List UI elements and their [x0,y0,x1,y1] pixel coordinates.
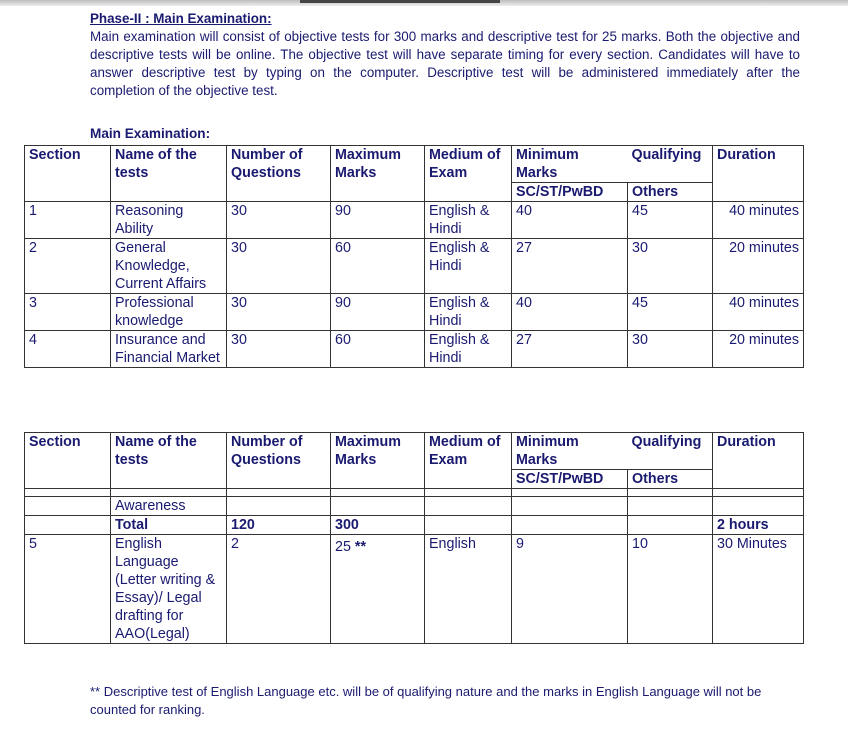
cell-duration: 40 minutes [713,202,804,239]
table-header-row [25,433,804,470]
header-questions: Number of Questions [227,146,331,202]
cell-others: 30 [628,331,713,368]
cell-sc: 40 [512,294,628,331]
cell-others: 10 [628,535,713,644]
header-questions: Number of Questions [227,433,331,489]
cell-questions: 2 [227,535,331,644]
header-medium: Medium of Exam [425,146,512,202]
header-max-marks: Maximum Marks [331,146,425,202]
cell-sc: 27 [512,331,628,368]
total-row [25,516,804,535]
cell-name: Professional knowledge [111,294,227,331]
header-medium: Medium of Exam [425,433,512,489]
table-row [25,535,804,644]
total-duration: 2 hours [713,516,804,535]
header-sc: SC/ST/PwBD [512,470,628,489]
table-row [25,331,804,368]
header-qualifying: Qualifying [628,433,713,470]
header-name: Name of the tests [111,433,227,489]
cell-max-marks: 90 [331,202,425,239]
main-exam-table [24,145,804,368]
cell-max-marks: 60 [331,331,425,368]
cell-section: 1 [25,202,111,239]
header-others: Others [628,470,713,489]
cell-max-marks: 60 [331,239,425,294]
total-label: Total [111,516,227,535]
cell-sc: 27 [512,239,628,294]
cell-name: English Language (Letter writing & Essay)/ Legal drafting for AAO(Legal) [111,535,227,644]
header-qualifying: Qualifying [628,146,713,183]
cell-sc: 40 [512,202,628,239]
cell-sc: 9 [512,535,628,644]
cell-duration: 20 minutes [713,239,804,294]
max-marks-note: ** [354,539,367,555]
intro-block [90,10,800,100]
spacer-row [25,489,804,497]
header-section: Section [25,433,111,489]
table-row [25,202,804,239]
viewer-top-edge-dark [300,0,500,3]
main-exam-table-continued [24,432,804,644]
cell-medium: English & Hindi [425,331,512,368]
cell-others: 45 [628,294,713,331]
phase-heading: Phase-II : Main Examination: [90,11,272,26]
table-row [25,294,804,331]
cell-name: Awareness [111,497,227,516]
header-min-marks: Minimum Marks [512,146,628,183]
header-min-marks: Minimum Marks [512,433,628,470]
table-row [25,497,804,516]
cell-medium: English [425,535,512,644]
cell-questions: 30 [227,294,331,331]
header-sc: SC/ST/PwBD [512,183,628,202]
cell-questions: 30 [227,239,331,294]
cell-duration: 30 Minutes [713,535,804,644]
cell-name: Reasoning Ability [111,202,227,239]
header-others: Others [628,183,713,202]
cell-questions: 30 [227,331,331,368]
cell-name: Insurance and Financial Market [111,331,227,368]
table-row [25,239,804,294]
cell-others: 45 [628,202,713,239]
max-marks-value: 25 [335,539,351,555]
cell-section: 3 [25,294,111,331]
main-exam-subheading: Main Examination: [90,126,211,141]
header-name: Name of the tests [111,146,227,202]
cell-others: 30 [628,239,713,294]
cell-medium: English & Hindi [425,294,512,331]
header-section: Section [25,146,111,202]
cell-max-marks [331,535,425,644]
cell-duration: 40 minutes [713,294,804,331]
total-questions: 120 [227,516,331,535]
cell-medium: English & Hindi [425,239,512,294]
header-duration: Duration [713,433,804,489]
cell-section: 4 [25,331,111,368]
table-header-row [25,146,804,183]
cell-questions: 30 [227,202,331,239]
cell-section: 5 [25,535,111,644]
footnote: ** Descriptive test of English Language etc. will be of qualifying nature and the marks in English Language will not be counted for ranking. [90,684,762,717]
cell-medium: English & Hindi [425,202,512,239]
cell-section: 2 [25,239,111,294]
intro-paragraph: Main examination will consist of objective tests for 300 marks and descriptive test for 25 marks. Both the objective and descriptive tests will be online. The objective test will have separate timing for every section. Candidates will have to answer descriptive test by typing on the computer. Descriptive test will be administered immediately after the completion of the objective test. [90,29,800,98]
header-max-marks: Maximum Marks [331,433,425,489]
cell-max-marks: 90 [331,294,425,331]
total-max-marks: 300 [331,516,425,535]
header-duration: Duration [713,146,804,202]
cell-duration: 20 minutes [713,331,804,368]
cell-name: General Knowledge, Current Affairs [111,239,227,294]
